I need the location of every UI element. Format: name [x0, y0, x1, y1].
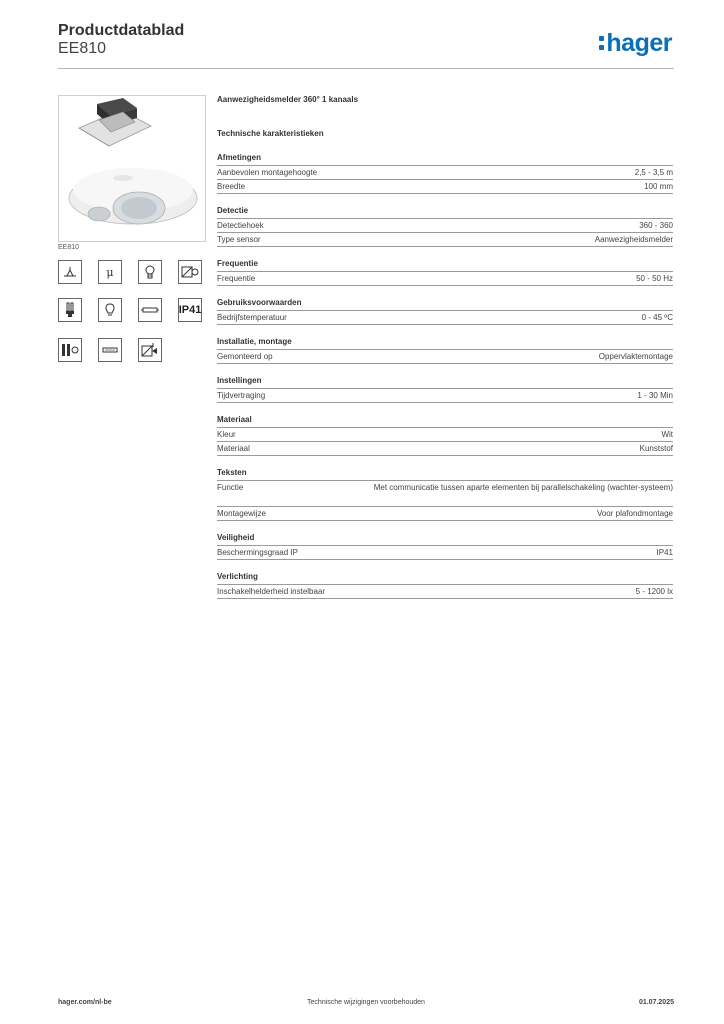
spec-row [217, 310, 673, 325]
spec-label: Beschermingsgraad IP [217, 548, 298, 557]
spec-row [217, 349, 673, 364]
section-title-materiaal: Materiaal [217, 415, 252, 424]
spec-label: Detectiehoek [217, 221, 264, 230]
ferromagnetic-transformer-icon [58, 338, 82, 362]
ceiling-mount-icon [58, 260, 82, 284]
section-title-gebruiksvoorwaarden: Gebruiksvoorwaarden [217, 298, 302, 307]
spec-label: Breedte [217, 182, 246, 191]
product-image [58, 95, 206, 242]
spec-label: Functie [217, 483, 244, 492]
spec-value: 2,5 - 3,5 m [634, 168, 673, 177]
logo-dots-icon [599, 36, 604, 50]
product-name: Aanwezigheidsmelder 360° 1 kanaals [217, 95, 359, 104]
spec-value: Wit [661, 430, 673, 439]
spec-label: Bedrijfstemperatuur [217, 313, 287, 322]
spec-row [217, 427, 673, 441]
section-title-afmetingen: Afmetingen [217, 153, 261, 162]
spec-row [217, 480, 673, 506]
spec-label: Gemonteerd op [217, 352, 273, 361]
fluorescent-tube-dimmable-icon [98, 338, 122, 362]
spec-row [217, 441, 673, 456]
footer-disclaimer: Technische wijzigingen voorbehouden [307, 999, 425, 1006]
spec-label: Materiaal [217, 444, 250, 453]
spec-label: Montagewijze [217, 509, 266, 518]
spec-row [217, 232, 673, 247]
spec-value: Oppervlaktemontage [598, 352, 673, 361]
spec-value: Kunststof [639, 444, 673, 453]
spec-value: Met communicatie tussen aparte elementen bij parallelschakeling (wachter-systeem) [373, 483, 673, 492]
section-title-teksten: Teksten [217, 468, 247, 477]
logo-text: hager [606, 28, 672, 57]
spec-label: Inschakelhelderheid instelbaar [217, 587, 326, 596]
spec-row [217, 218, 673, 232]
footer-date: 01.07.2025 [638, 999, 674, 1006]
spec-label: Aanbevolen montagehoogte [217, 168, 318, 177]
spec-row [217, 179, 673, 194]
led-lamp-icon [98, 298, 122, 322]
spec-label: Tijdvertraging [217, 391, 266, 400]
spec-value: 100 mm [644, 182, 673, 191]
section-title-installatie: Installatie, montage [217, 337, 292, 346]
section-title-veiligheid: Veiligheid [217, 533, 255, 542]
spec-row [217, 506, 673, 521]
spec-row [217, 545, 673, 560]
spec-value: Aanwezigheidsmelder [594, 235, 673, 244]
section-title-instellingen: Instellingen [217, 376, 262, 385]
spec-value: Voor plafondmontage [596, 509, 673, 518]
spec-row [217, 584, 673, 599]
specification-table [217, 95, 673, 599]
energy-saving-lamp-icon [58, 298, 82, 322]
fluorescent-tube-icon [138, 298, 162, 322]
section-title-verlichting: Verlichting [217, 572, 258, 581]
image-caption: EE810 [58, 244, 80, 251]
incandescent-lamp-icon [138, 260, 162, 284]
hvac-load-icon [138, 338, 162, 362]
spec-value: 360 - 360 [639, 221, 673, 230]
document-title: Productdatablad [58, 22, 185, 39]
section-title-frequentie: Frequentie [217, 259, 258, 268]
micro-switch-icon [98, 260, 122, 284]
spec-value: 0 - 45 ºC [641, 313, 673, 322]
svg-text:μ: μ [106, 266, 114, 279]
spec-label: Type sensor [217, 235, 261, 244]
page-header [58, 20, 674, 70]
spec-value: 1 - 30 Min [637, 391, 673, 400]
spec-row [217, 388, 673, 403]
hager-logo[interactable] [599, 28, 672, 58]
spec-heading: Technische karakteristieken [217, 129, 324, 138]
header-divider [58, 68, 674, 69]
spec-label: Frequentie [217, 274, 256, 283]
electronic-transformer-icon [178, 260, 202, 284]
page-footer [58, 999, 674, 1011]
spec-label: Kleur [217, 430, 236, 439]
product-reference: EE810 [58, 40, 107, 57]
ip-rating-icon: IP41 [178, 298, 202, 322]
footer-website-link[interactable]: hager.com/nl-be [58, 999, 112, 1006]
spec-row [217, 165, 673, 179]
spec-row [217, 271, 673, 286]
spec-value: IP41 [656, 548, 673, 557]
section-title-detectie: Detectie [217, 206, 249, 215]
spec-value: 50 - 50 Hz [636, 274, 673, 283]
spec-value: 5 - 1200 lx [635, 587, 673, 596]
